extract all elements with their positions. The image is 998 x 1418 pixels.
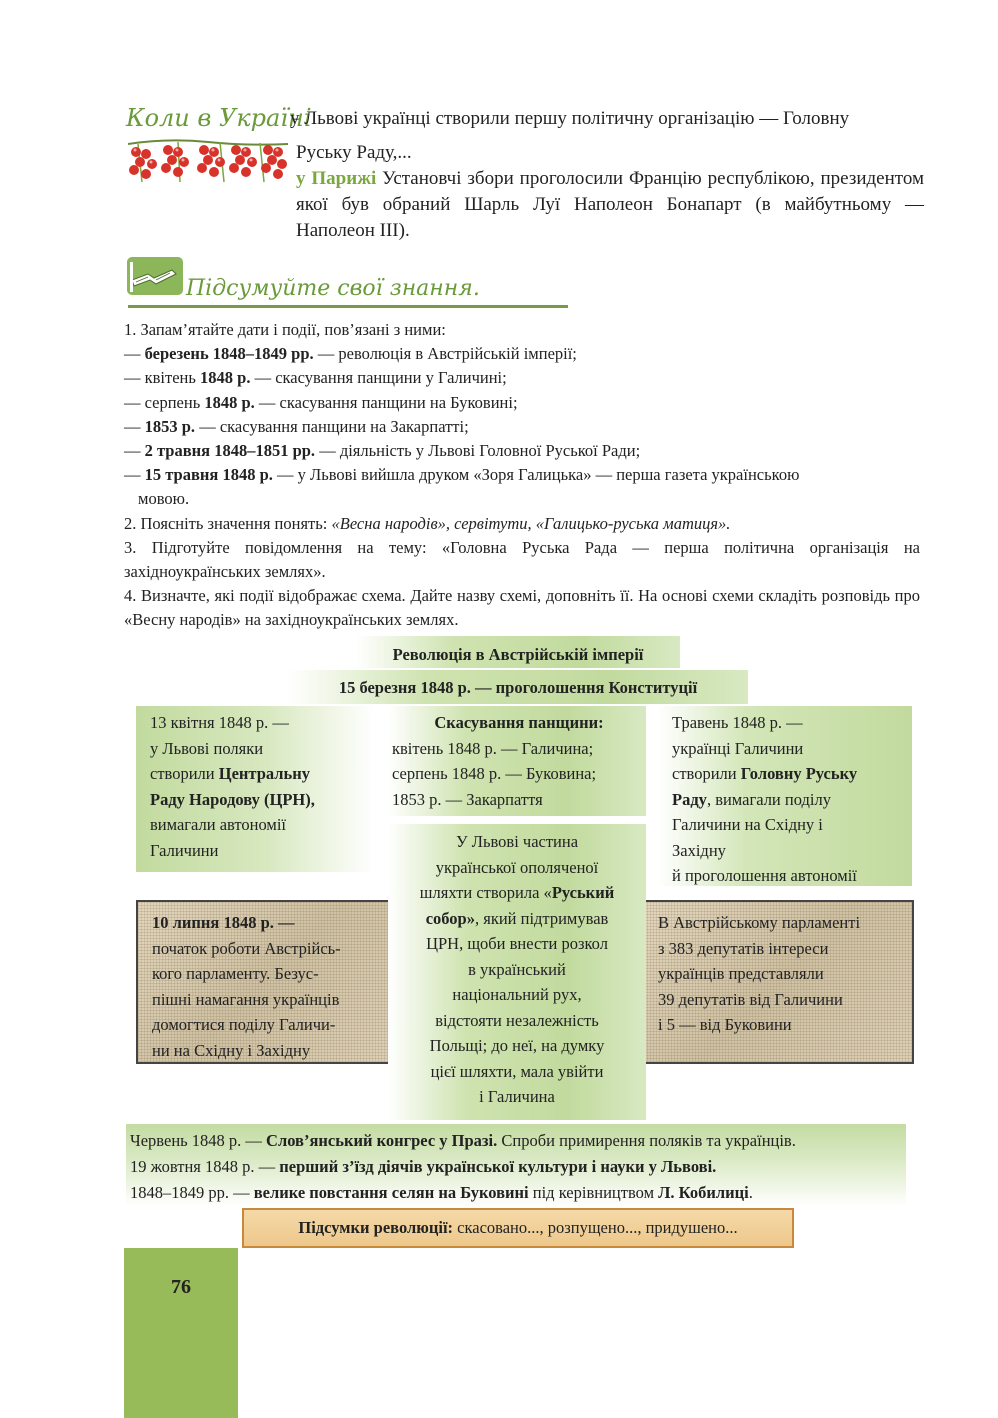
revolution-results: Підсумки революції: скасовано..., розпущено..., придушено... xyxy=(242,1208,794,1248)
summary-divider xyxy=(128,305,568,308)
intro-text-line2: Руську Раду,... xyxy=(296,142,412,163)
page-number-tab xyxy=(124,1248,238,1418)
paris-text: Установчі збори проголосили Францію республікою, президентом якої був обраний Шарль Луї Наполеон Бонапарт (в майбутньому — Наполеон ІІІ). xyxy=(296,168,924,241)
diagram-box-deputies: В Австрійському парламенті з 383 депутатів інтереси українців представляли 39 депутатів від Галичини і 5 — від Буковини xyxy=(644,900,914,1064)
intro-text-line1: у Львові українці створили першу політичну організацію — Головну xyxy=(290,108,850,129)
date-item: — 1853 р. — скасування панщини на Закарпатті; xyxy=(124,416,469,436)
tasks-section xyxy=(124,318,920,633)
open-book-icon xyxy=(126,256,184,296)
event-item: 1848–1849 рр. — велике повстання селян на Буковині під керівництвом Л. Кобилиці. xyxy=(130,1183,753,1202)
diagram-constitution: 15 березня 1848 р. — проголошення Конституції xyxy=(288,670,748,704)
diagram-title: Революція в Австрійській імперії xyxy=(356,636,680,668)
date-item-continuation: мовою. xyxy=(138,489,190,509)
date-item: — серпень 1848 р. — скасування панщини на Буковині; xyxy=(124,392,518,412)
date-item: — квітень 1848 р. — скасування панщини у Галичині; xyxy=(124,368,507,388)
intro-heading: Коли в Україні xyxy=(126,104,312,132)
task3: 3. Підготуйте повідомлення на тему: «Головна Руська Рада — перша політична організація на західноукраїнських землях». xyxy=(124,537,920,582)
events-block xyxy=(126,1124,906,1206)
diagram-box-ruskyi-sobor: У Львові частина української ополяченої шляхти створила «Руський собор», який підтримував ЦРН, щоби внести розкол в український національний рух, відстояти незалежність Польщі; до неї, на думку цієї шляхти, мала увійти і Галичина xyxy=(388,824,646,1120)
paris-label: у Парижі xyxy=(296,168,377,189)
date-item: — березень 1848–1849 рр. — революція в Австрійській імперії; xyxy=(124,344,577,364)
diagram-box-serfdom: Скасування панщини: квітень 1848 р. — Галичина; серпень 1848 р. — Буковина; 1853 р. — Закарпаття xyxy=(388,706,646,816)
date-item: — 15 травня 1848 р. — у Львові вийшла друком «Зоря Галицька» — перша газета українською xyxy=(124,465,800,485)
diagram-box-parliament: 10 липня 1848 р. — початок роботи Австрійсь- кого парламенту. Безус- пішні намагання українців домогтися поділу Галичи- ни на Східну і Західну xyxy=(136,900,390,1064)
date-item: — 2 травня 1848–1851 рр. — діяльність у Львові Головної Руської Ради; xyxy=(124,441,641,461)
diagram-box-golovna-rada: Травень 1848 р. — українці Галичини створили Головну Руську Раду, вимагали поділу Галичини на Східну і Західну й проголошення автономії xyxy=(658,706,912,886)
page-number: 76 xyxy=(171,1276,191,1298)
viburnum-berries-decoration xyxy=(128,138,288,184)
task1-intro: 1. Запам’ятайте дати і події, пов’язані з ними: xyxy=(124,320,446,339)
event-item: 19 жовтня 1848 р. — перший з’їзд діячів української культури і науки у Львові. xyxy=(130,1157,717,1176)
intro-paris-paragraph xyxy=(296,166,924,244)
event-item: Червень 1848 р. — Слов’янський конгрес у Празі. Спроби примирення поляків та українців. xyxy=(130,1131,796,1150)
summary-title: Підсумуйте свої знання. xyxy=(186,276,480,301)
diagram-box-crn: 13 квітня 1848 р. — у Львові поляки створили Центральну Раду Народову (ЦРН), вимагали автономії Галичини xyxy=(136,706,374,872)
task4: 4. Визначте, які події відображає схема. Дайте назву схемі, доповніть її. На основі схеми складіть розповідь про «Весну народів» на західноукраїнських землях. xyxy=(124,586,920,630)
task2: 2. Поясніть значення понять: «Весна народів», сервітути, «Галицько-руська матиця». xyxy=(124,513,731,533)
